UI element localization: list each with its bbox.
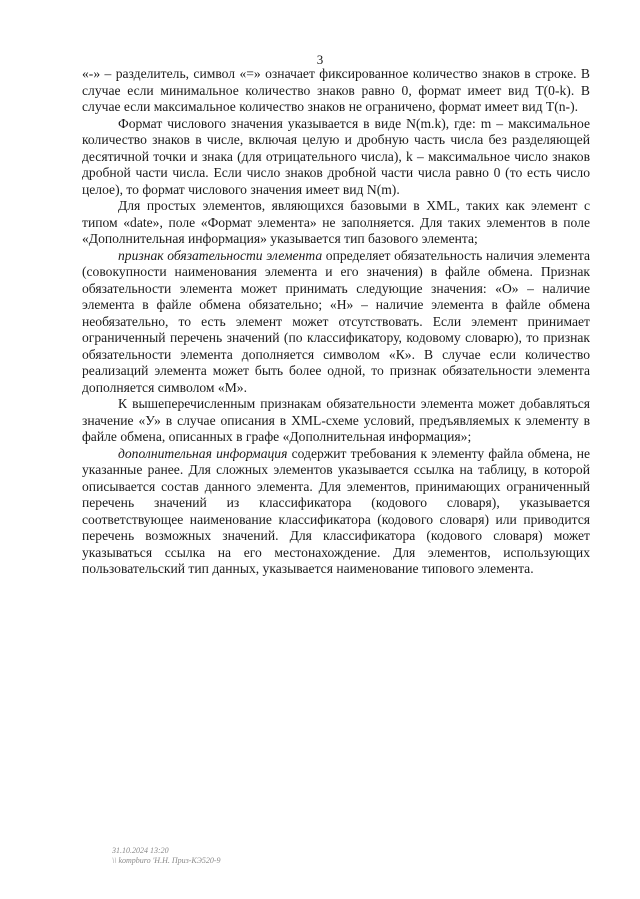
paragraph-numeric-format: Формат числового значения указывается в виде N(m.k), где: m – максимальное количество знаков в числе, включая целую и дробную часть числа без разделяющей десятичной точки и знака (для отрицательного числа), k – максимальное число знаков дробной части числа. Если число знаков дробной части числа равно 0 (то есть число целое), то формат числового значения имеет вид N(m). <box>82 115 590 197</box>
footer-path: \\ kompburo 'Н.Н. Приз-КЭ520-9 <box>112 856 221 865</box>
paragraph-additional-info-text: содержит требования к элементу файла обмена, не указанные ранее. Для сложных элементов указывается ссылка на таблицу, в которой описывается состав данного элемента. Для элементов, принимающих ограниченный перечень значений из классификатора (кодового словаря), указывается соответствующее наименование классификатора (кодового словаря) или приводится перечень возможных значений. Для классификатора (кодового словаря) может указываться ссылка на его местонахождение. Для элементов, использующих пользовательский тип данных, указывается наименование типового элемента. <box>82 445 591 576</box>
print-footer <box>112 846 221 866</box>
term-mandatory-sign: признак обязательности элемента <box>118 247 323 263</box>
paragraph-mandatory-sign-text: определяет обязательность наличия элемента (совокупности наименования элемента и его значения) в файле обмена. Признак обязательности элемента может принимать следующие значения: «О» – наличие элемента в файле обмена обязательно; «Н» – наличие элемента в файле обмена необязательно, то есть элемент может отсутствовать. Если элемент принимает ограниченный перечень значений (по классификатору, кодовому словарю), то признак обязательности элемента дополняется символом «К». В случае если количество реализаций элемента может быть более одной, то признак обязательности элемента дополняется символом «М». <box>82 247 590 395</box>
paragraph-mandatory-sign <box>82 248 590 397</box>
paragraph-base-xml-types: Для простых элементов, являющихся базовыми в XML, таких как элемент с типом «date», поле «Формат элемента» не заполняется. Для таких элементов в поле «Дополнительная информация» указывается тип базового элемента; <box>82 198 590 246</box>
page-number: 3 <box>316 52 324 67</box>
footer-timestamp: 31.10.2024 13:20 <box>112 846 169 855</box>
paragraph-condition-value: К вышеперечисленным признакам обязательности элемента может добавляться значение «У» в случае описания в XML-схеме условий, предъявляемых к элементу в файле обмена, описанных в графе «Дополнительная информация»; <box>82 396 590 444</box>
term-additional-info: дополнительная информация <box>118 445 288 461</box>
paragraph-separator-note: «-» – разделитель, символ «=» означает фиксированное количество знаков в строке. В случае если минимальное количество знаков равно 0, формат имеет вид T(0-k). В случае если максимальное количество знаков не ограничено, формат имеет вид T(n-). <box>82 66 590 114</box>
paragraph-additional-info <box>82 446 590 578</box>
document-body <box>82 66 590 578</box>
